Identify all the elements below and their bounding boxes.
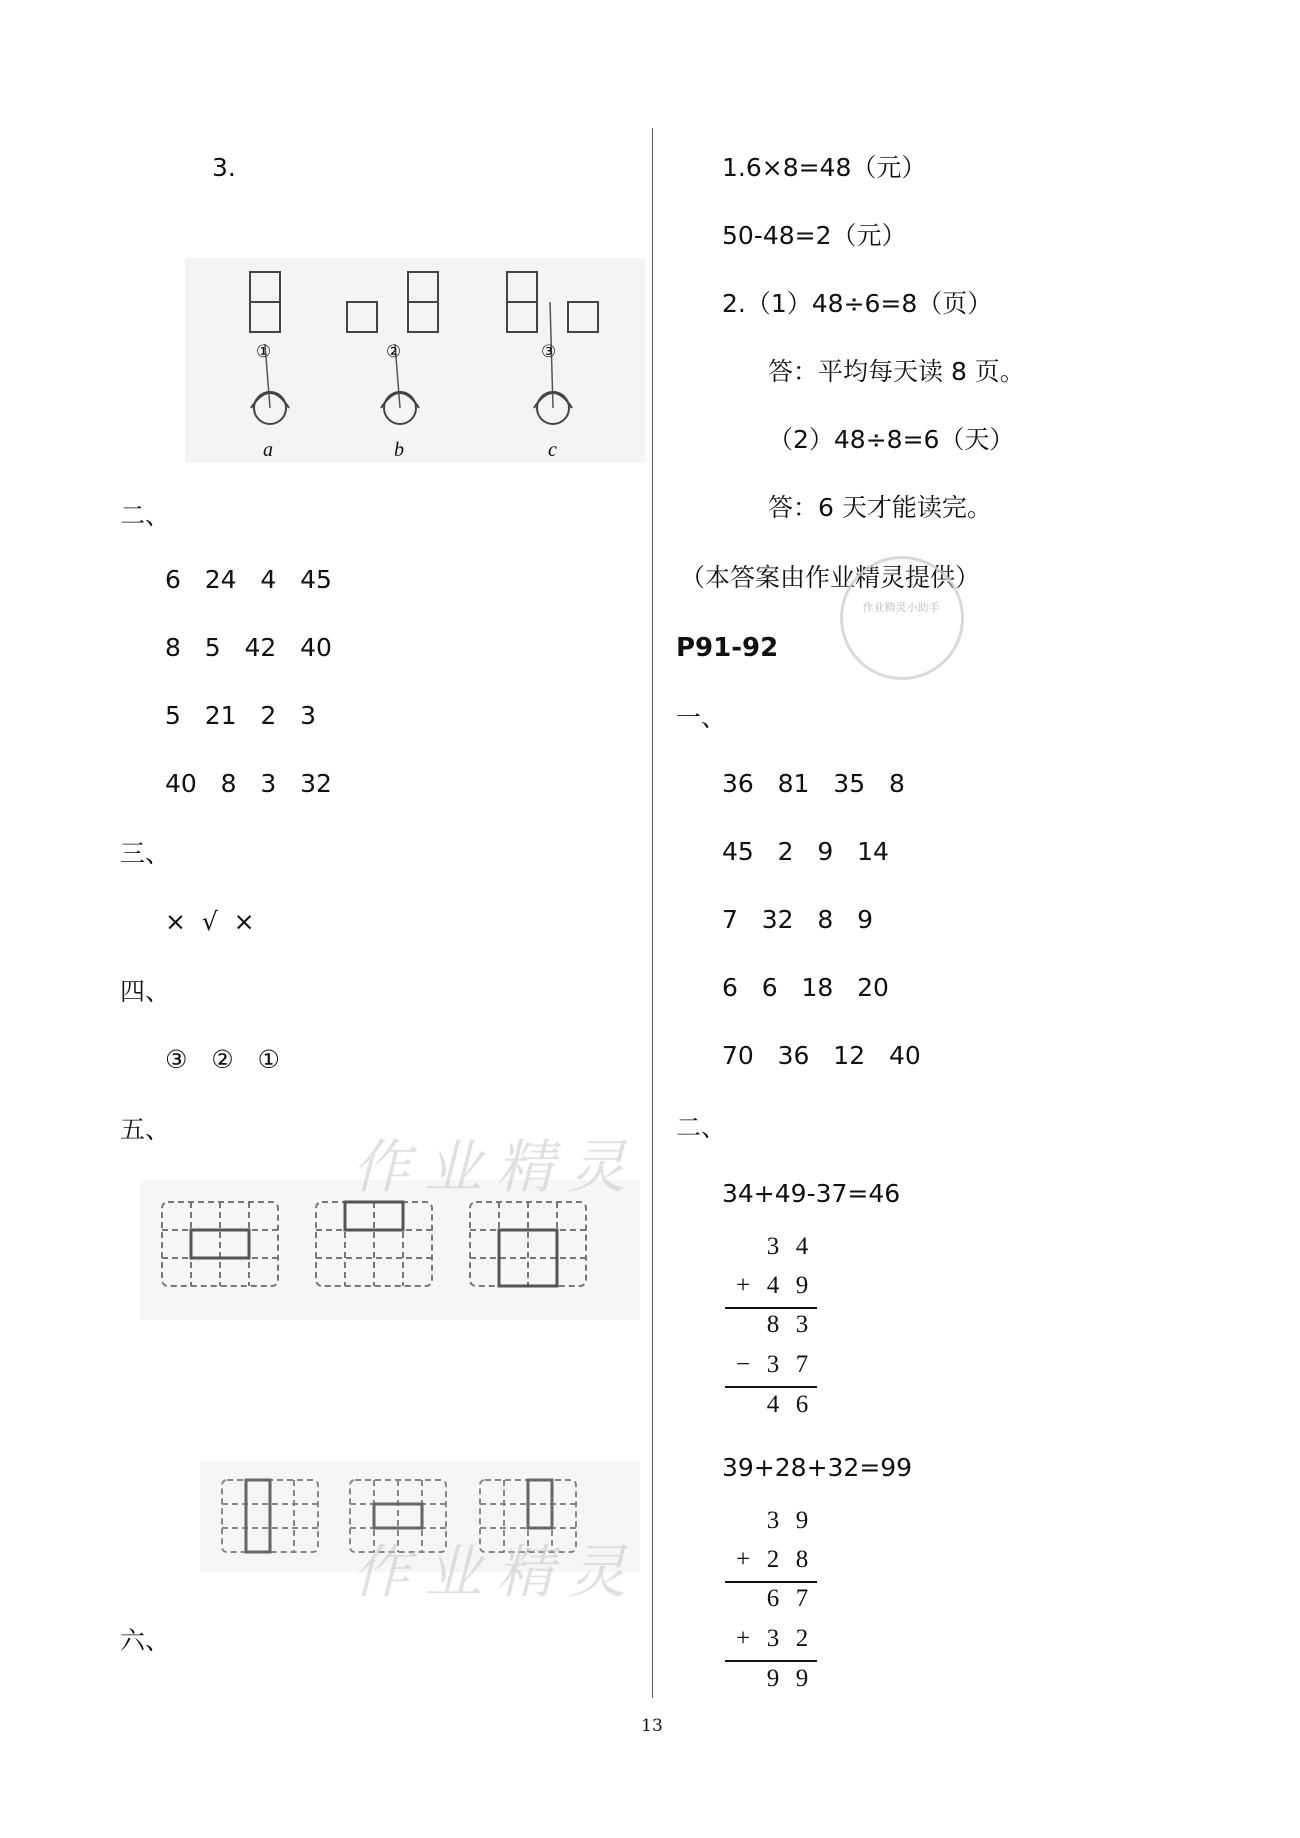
answer-line-1: 1.6×8=48（元）	[722, 153, 927, 182]
calc1-rule	[725, 1386, 817, 1388]
circle-label-1: ①	[256, 342, 272, 362]
calc1-digit: 3	[766, 1351, 780, 1378]
answer-line-4: 答：平均每天读 8 页。	[768, 357, 1025, 386]
calc2-digit: 7	[795, 1585, 809, 1612]
left-sec2-row-2: 8 5 42 40	[165, 633, 332, 662]
left-sec2-row-3: 5 21 2 3	[165, 701, 317, 730]
calc2-digit: 8	[795, 1546, 809, 1573]
source-note: （本答案由作业精灵提供）	[680, 563, 981, 592]
left-sec3-row: × √ ×	[165, 907, 255, 936]
calc1-operator: +	[735, 1272, 751, 1299]
calc2-digit: 6	[766, 1585, 780, 1612]
calc2-digit: 9	[795, 1507, 809, 1534]
left-section-4-heading: 四、	[120, 977, 171, 1006]
calc1-rule	[725, 1307, 817, 1309]
answer-line-2: 50-48=2（元）	[722, 221, 907, 250]
left-sec2-row-4: 40 8 3 32	[165, 769, 332, 798]
right-sec1-row-4: 6 6 18 20	[722, 973, 889, 1002]
calc2-digit: 9	[795, 1665, 809, 1692]
child-label-a: a	[263, 439, 273, 461]
left-section-3-heading: 三、	[120, 839, 171, 868]
calc2-digit: 3	[766, 1507, 780, 1534]
answer-line-6: 答：6 天才能读完。	[768, 493, 992, 522]
right-sec1-row-5: 70 36 12 40	[722, 1041, 921, 1070]
answer-line-3: 2.（1）48÷6=8（页）	[722, 289, 993, 318]
calc1-digit: 9	[795, 1272, 809, 1299]
calc2-operator: +	[735, 1546, 751, 1573]
calc2-digit: 9	[766, 1665, 780, 1692]
calc1-digit: 4	[766, 1391, 780, 1418]
right-sec1-row-2: 45 2 9 14	[722, 837, 889, 866]
circle-label-3: ③	[541, 342, 557, 362]
left-section-6-heading: 六、	[120, 1626, 171, 1655]
watermark-text: 作业精灵	[352, 1538, 641, 1606]
child-label-c: c	[548, 439, 557, 461]
calc1-digit: 8	[766, 1311, 780, 1338]
left-sec4-row: ③ ② ①	[165, 1045, 280, 1074]
calc1-digit: 6	[795, 1391, 809, 1418]
answer-line-5: （2）48÷8=6（天）	[768, 425, 1015, 454]
calc2-rule	[725, 1660, 817, 1662]
left-section-5-heading: 五、	[120, 1115, 171, 1144]
right-section-2-heading: 二、	[676, 1113, 727, 1142]
calc1-digit: 4	[766, 1272, 780, 1299]
left-section-2-heading: 二、	[120, 501, 171, 530]
calc2-digit: 2	[795, 1625, 809, 1652]
equation-1: 34+49-37=46	[722, 1179, 901, 1208]
calc2-operator: +	[735, 1625, 751, 1652]
calc1-digit: 3	[795, 1311, 809, 1338]
calc1-operator: −	[735, 1351, 751, 1378]
calc2-digit: 2	[766, 1546, 780, 1573]
right-section-1-heading: 一、	[676, 703, 727, 732]
item-3-figure	[185, 258, 645, 463]
calc1-digit: 7	[795, 1351, 809, 1378]
right-sec1-row-1: 36 81 35 8	[722, 769, 905, 798]
watermark-text: 作业精灵	[352, 1133, 641, 1201]
circle-label-2: ②	[386, 342, 402, 362]
calc2-rule	[725, 1581, 817, 1583]
right-sec1-row-3: 7 32 8 9	[722, 905, 874, 934]
page-title: P91-92	[676, 633, 779, 663]
calc2-digit: 3	[766, 1625, 780, 1652]
vertical-calc-2	[725, 1506, 825, 1706]
calc1-digit: 4	[795, 1233, 809, 1260]
left-sec2-row-1: 6 24 4 45	[165, 565, 332, 594]
column-divider	[652, 128, 653, 1698]
page-number: 13	[641, 1716, 663, 1736]
equation-2: 39+28+32=99	[722, 1453, 913, 1482]
vertical-calc-1	[725, 1232, 825, 1432]
item-3-label: 3.	[212, 153, 236, 182]
watermark-stamp: 作业精灵小助手	[840, 556, 964, 680]
calc1-digit: 3	[766, 1233, 780, 1260]
child-label-b: b	[394, 439, 404, 461]
